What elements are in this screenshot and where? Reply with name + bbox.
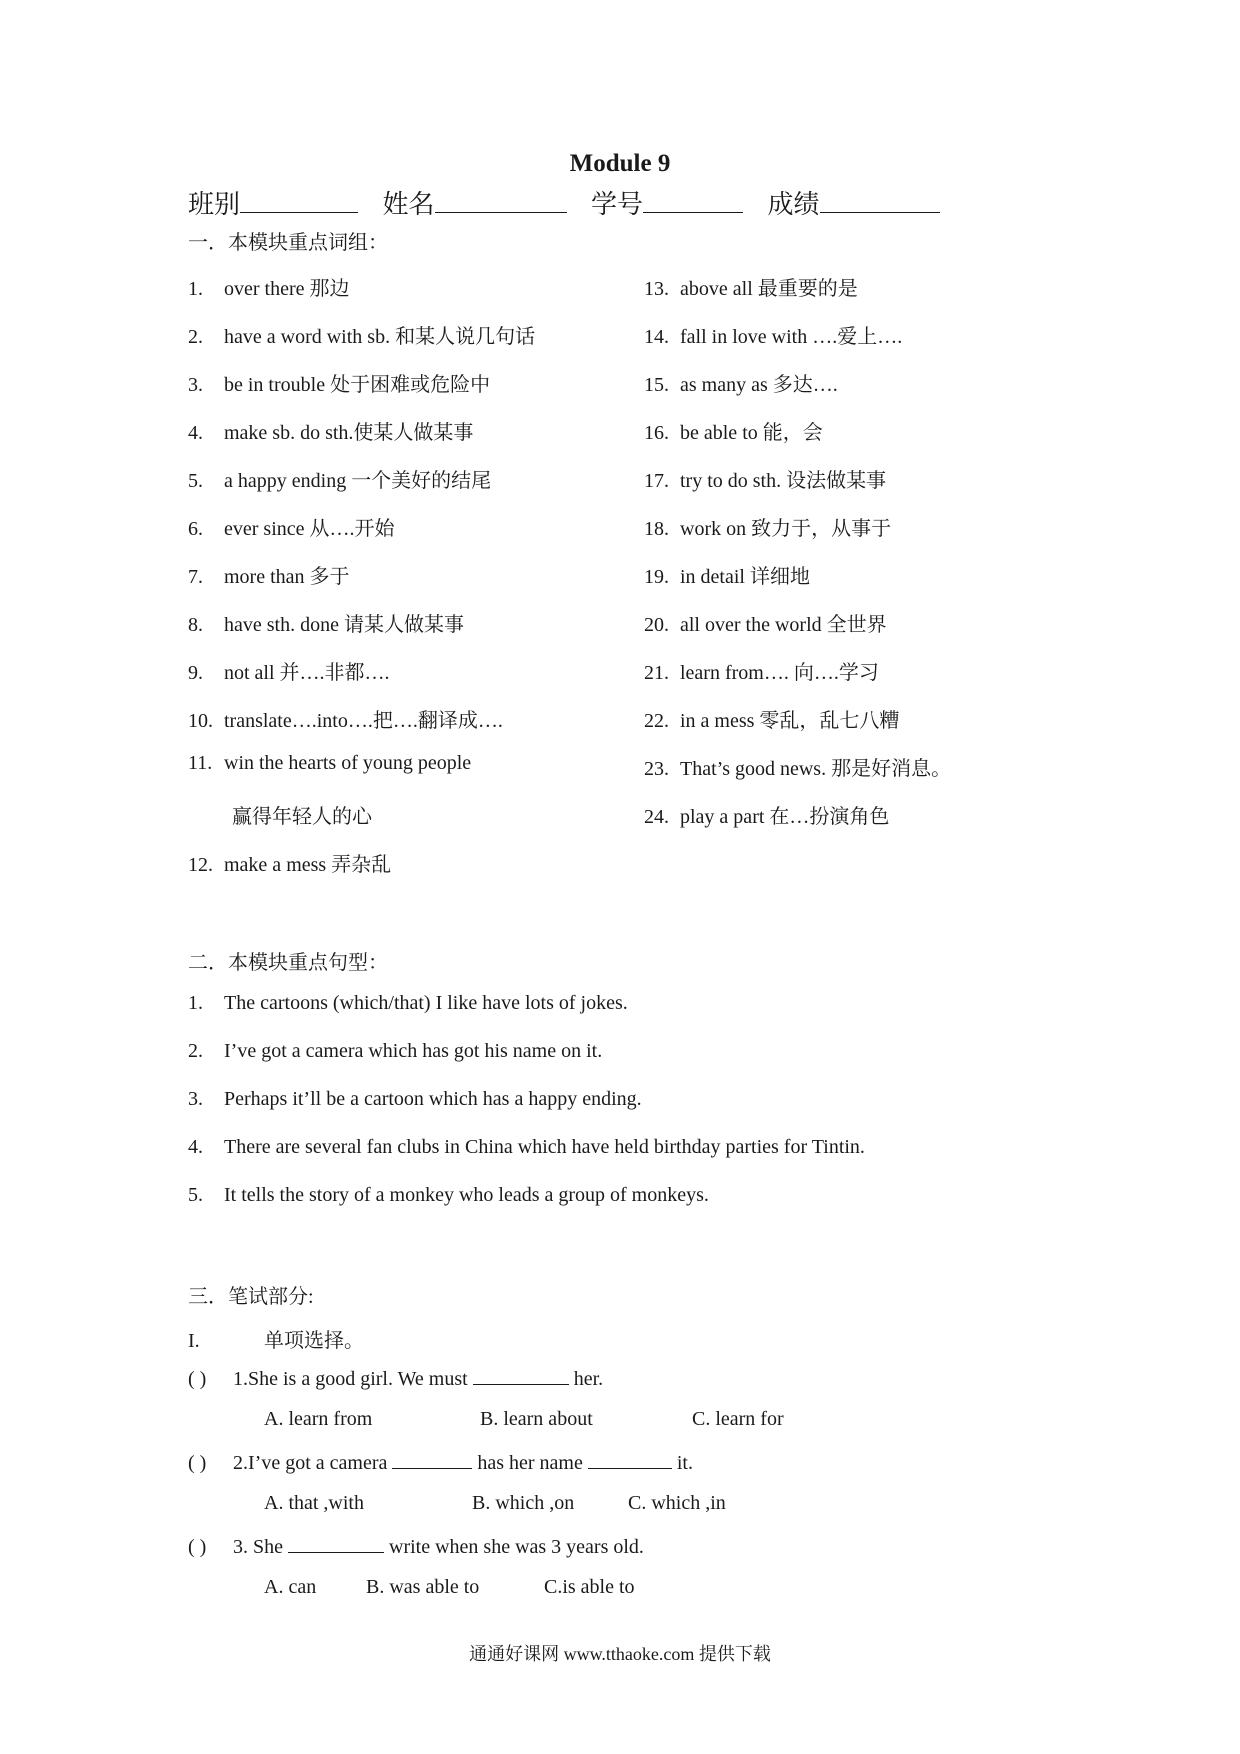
section-3-heading: 三．笔试部分: — [188, 1286, 314, 1308]
answer-paren[interactable]: ( ) — [188, 1368, 207, 1390]
answer-blank[interactable] — [288, 1534, 384, 1553]
question-2-option-b[interactable]: B. which ,on — [472, 1492, 575, 1514]
phrase-item: 14. fall in love with ….爱上…. — [644, 326, 903, 348]
phrase-item: 5. a happy ending 一个美好的结尾 — [188, 470, 492, 492]
question-1: ( ) 1.She is a good girl. We must her. — [188, 1368, 604, 1390]
phrase-item: 17. try to do sth. 设法做某事 — [644, 470, 887, 492]
id-label: 学号 — [591, 190, 644, 219]
phrase-item: 3. be in trouble 处于困难或危险中 — [188, 374, 491, 396]
section-2-heading: 二．本模块重点句型： — [188, 952, 388, 974]
phrase-item: 12. make a mess 弄杂乱 — [188, 854, 392, 876]
phrase-item: 16. be able to 能，会 — [644, 422, 823, 444]
answer-blank[interactable] — [392, 1450, 472, 1469]
part-title: 单项选择。 — [264, 1330, 364, 1352]
phrase-item: 18. work on 致力于，从事于 — [644, 518, 892, 540]
phrase-item: 19. in detail 详细地 — [644, 566, 810, 588]
phrase-item: 1. over there 那边 — [188, 278, 350, 300]
score-blank — [820, 190, 940, 213]
sentence-item: 2. I’ve got a camera which has got his name on it. — [188, 1040, 603, 1062]
class-label: 班别 — [188, 190, 241, 219]
phrase-item: 2. have a word with sb. 和某人说几句话 — [188, 326, 536, 348]
phrase-item: 11. win the hearts of young people — [188, 752, 472, 774]
sentence-item: 5. It tells the story of a monkey who leads a group of monkeys. — [188, 1184, 709, 1206]
phrase-item: 21. learn from…. 向….学习 — [644, 662, 879, 684]
question-2-option-a[interactable]: A. that ,with — [264, 1492, 364, 1514]
sentence-item: 4. There are several fan clubs in China which have held birthday parties for Tintin. — [188, 1136, 865, 1158]
page-title: Module 9 — [569, 150, 671, 177]
sentence-item: 1. The cartoons (which/that) I like have lots of jokes. — [188, 992, 628, 1014]
phrase-item: 15. as many as 多达…. — [644, 374, 838, 396]
phrase-item: 13. above all 最重要的是 — [644, 278, 858, 300]
phrase-item: 20. all over the world 全世界 — [644, 614, 887, 636]
part-heading — [188, 1324, 364, 1353]
phrase-item: 23. That’s good news. 那是好消息。 — [644, 758, 952, 780]
question-2: ( ) 2.I’ve got a camera has her name it. — [188, 1452, 693, 1474]
sentence-item: 3. Perhaps it’ll be a cartoon which has a happy ending. — [188, 1088, 642, 1110]
name-label: 姓名 — [382, 190, 435, 219]
phrase-item: 7. more than 多于 — [188, 566, 350, 588]
question-3-option-b[interactable]: B. was able to — [366, 1576, 480, 1598]
student-info-line — [188, 184, 958, 221]
question-3-option-a[interactable]: A. can — [264, 1576, 317, 1598]
answer-paren[interactable]: ( ) — [188, 1536, 207, 1558]
id-blank — [643, 190, 743, 213]
phrase-item: 4. make sb. do sth.使某人做某事 — [188, 422, 474, 444]
phrase-item: 22. in a mess 零乱，乱七八糟 — [644, 710, 900, 732]
phrase-item: 10. translate….into….把….翻译成…. — [188, 710, 503, 732]
answer-blank[interactable] — [473, 1366, 569, 1385]
question-2-option-c[interactable]: C. which ,in — [628, 1492, 726, 1514]
question-1-option-a[interactable]: A. learn from — [264, 1408, 373, 1430]
question-1-option-b[interactable]: B. learn about — [480, 1408, 593, 1430]
phrase-item: 8. have sth. done 请某人做某事 — [188, 614, 464, 636]
phrase-item-continuation: 赢得年轻人的心 — [232, 806, 372, 828]
answer-blank[interactable] — [588, 1450, 672, 1469]
page-footer: 通通好课网 www.tthaoke.com 提供下载 — [469, 1644, 771, 1664]
question-3-option-c[interactable]: C.is able to — [544, 1576, 635, 1598]
part-number: I. — [188, 1330, 200, 1352]
phrase-item: 6. ever since 从….开始 — [188, 518, 395, 540]
question-3: ( ) 3. She write when she was 3 years old. — [188, 1536, 644, 1558]
question-1-option-c[interactable]: C. learn for — [692, 1408, 784, 1430]
answer-paren[interactable]: ( ) — [188, 1452, 207, 1474]
section-1-heading: 一．本模块重点词组： — [188, 232, 388, 254]
phrase-item: 9. not all 并….非都…. — [188, 662, 390, 684]
phrase-item: 24. play a part 在…扮演角色 — [644, 806, 890, 828]
class-blank — [240, 190, 358, 213]
score-label: 成绩 — [767, 190, 820, 219]
name-blank — [435, 190, 567, 213]
